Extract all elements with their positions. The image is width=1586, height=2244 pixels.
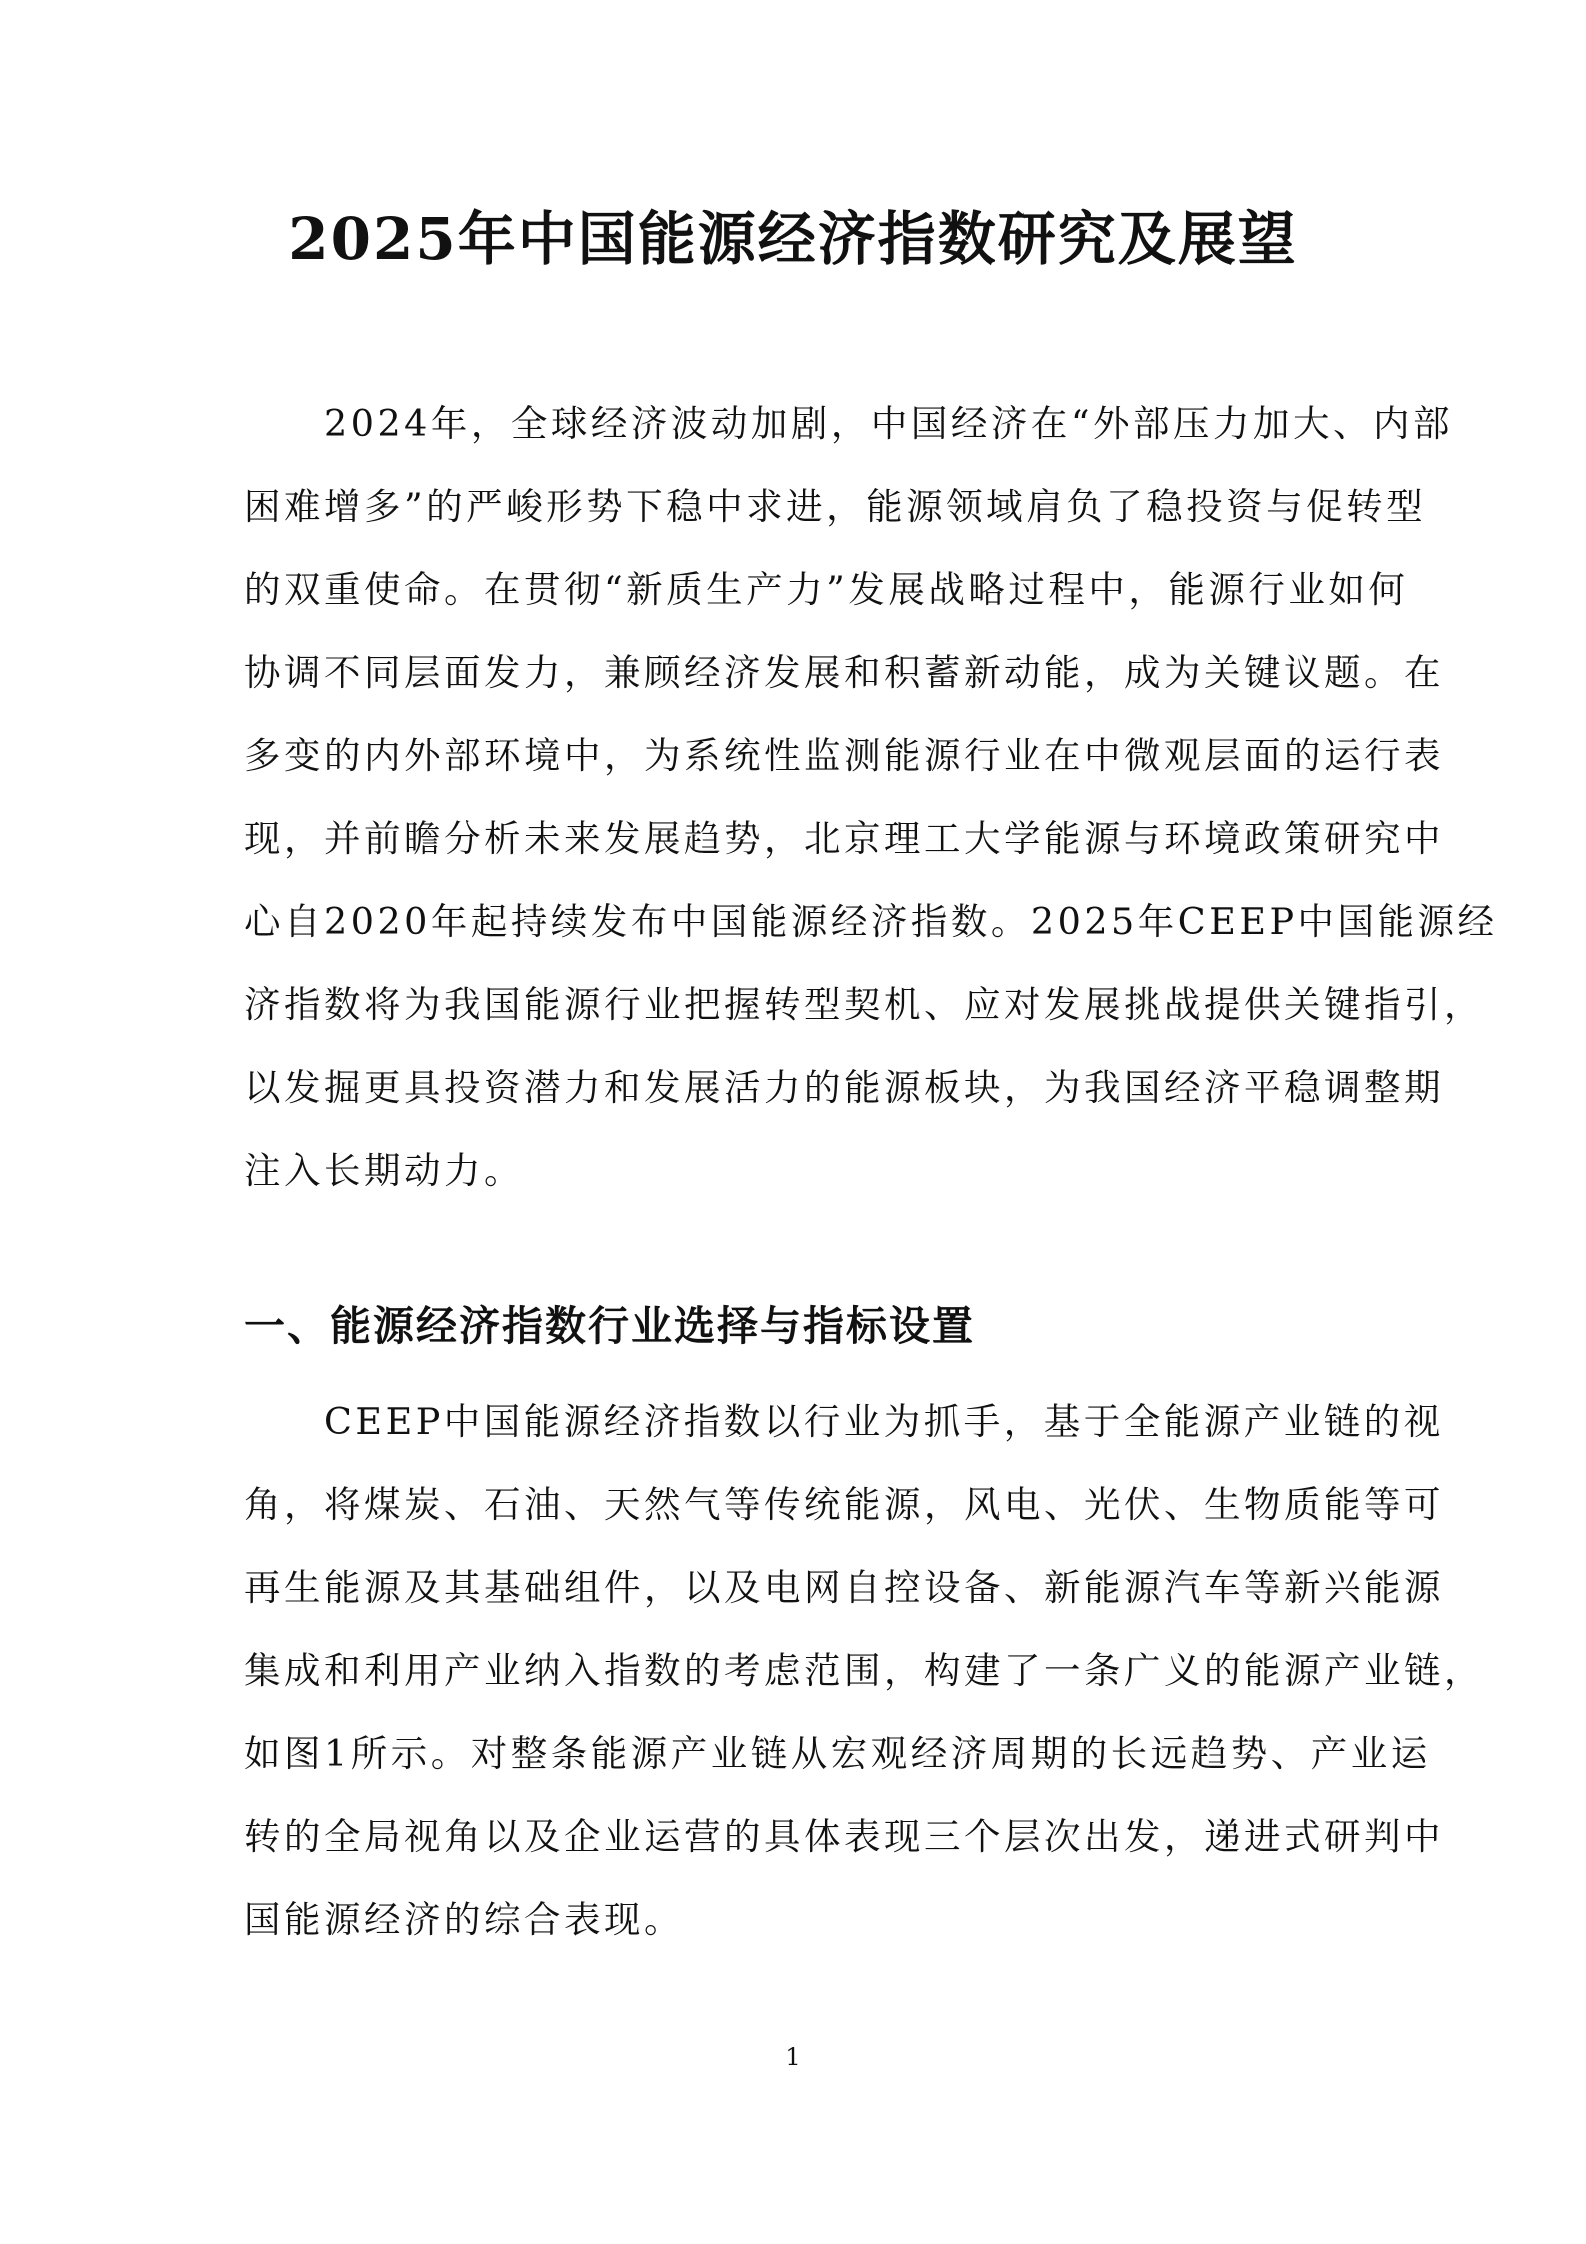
intro-line: 多变的内外部环境中，为系统性监测能源行业在中微观层面的运行表 [244,734,1444,777]
intro-paragraph [244,382,1498,1212]
section-line: 转的全局视角以及企业运营的具体表现三个层次出发，递进式研判中 [244,1815,1444,1858]
section-line: 再生能源及其基础组件，以及电网自控设备、新能源汽车等新兴能源 [244,1566,1444,1609]
intro-line: 注入长期动力。 [244,1149,524,1192]
intro-line: 现，并前瞻分析未来发展趋势，北京理工大学能源与环境政策研究中 [244,817,1444,860]
section-line: 如图1所示。对整条能源产业链从宏观经济周期的长远趋势、产业运 [244,1732,1431,1775]
intro-line: 困难增多”的严峻形势下稳中求进，能源领域肩负了稳投资与促转型 [244,485,1427,528]
section-line: 国能源经济的综合表现。 [244,1898,684,1941]
section-line: 角，将煤炭、石油、天然气等传统能源，风电、光伏、生物质能等可 [244,1483,1444,1526]
intro-line: 的双重使命。在贯彻“新质生产力”发展战略过程中，能源行业如何 [244,568,1409,611]
intro-line: 2024年，全球经济波动加剧，中国经济在“外部压力加大、内部 [244,402,1454,445]
page-number: 1 [785,2043,801,2071]
section-paragraph [244,1380,1484,1961]
section-line: 集成和利用产业纳入指数的考虑范围，构建了一条广义的能源产业链， [244,1649,1484,1692]
intro-line: 济指数将为我国能源行业把握转型契机、应对发展挑战提供关键指引， [244,983,1484,1026]
intro-line: 心自2020年起持续发布中国能源经济指数。2025年CEEP中国能源经 [244,900,1498,943]
page-title: 2025年中国能源经济指数研究及展望 [288,205,1298,273]
intro-line: 以发掘更具投资潜力和发展活力的能源板块，为我国经济平稳调整期 [244,1066,1444,1109]
section-heading: 一、能源经济指数行业选择与指标设置 [244,1302,975,1350]
section-line: CEEP中国能源经济指数以行业为抓手，基于全能源产业链的视 [244,1400,1444,1443]
intro-line: 协调不同层面发力，兼顾经济发展和积蓄新动能，成为关键议题。在 [244,651,1444,694]
